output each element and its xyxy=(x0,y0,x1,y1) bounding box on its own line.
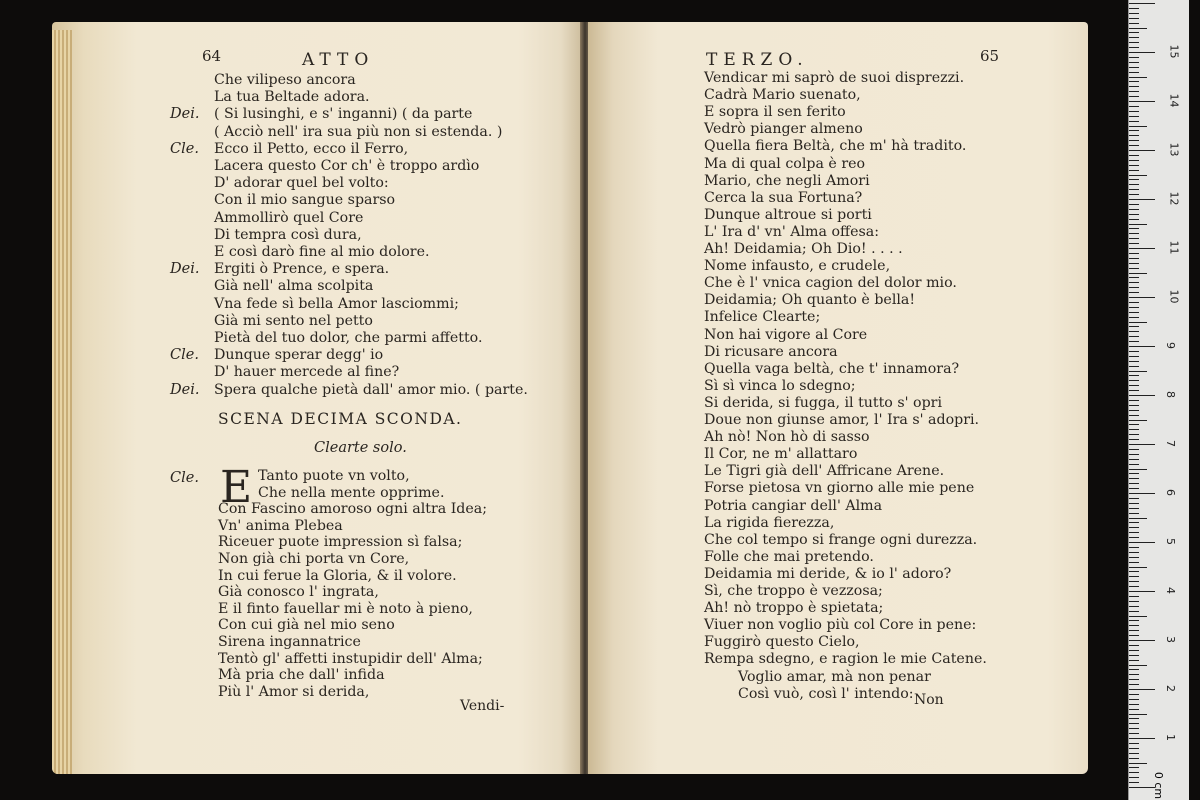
ruler-tick xyxy=(1129,478,1139,479)
ruler-tick xyxy=(1129,140,1139,141)
verse-line: Dunque sperar degg' io xyxy=(214,347,384,364)
ruler-tick xyxy=(1129,106,1139,107)
verse-line: Pietà del tuo dolor, che parmi affetto. xyxy=(214,330,483,346)
ruler-label: 12 xyxy=(1167,191,1181,206)
verse-line: Potria cangiar dell' Alma xyxy=(704,497,883,514)
ruler-tick xyxy=(1129,562,1139,563)
ruler-tick xyxy=(1129,714,1147,715)
ruler-label: 13 xyxy=(1167,142,1181,157)
ruler-tick xyxy=(1129,772,1139,773)
ruler-label: 1 xyxy=(1164,734,1177,741)
ruler-tick xyxy=(1129,150,1155,151)
ruler-tick xyxy=(1129,469,1147,470)
verse-line: Che nella mente opprime. xyxy=(258,484,445,501)
ruler-tick xyxy=(1129,483,1139,484)
ruler-tick xyxy=(1129,121,1139,122)
scene-title: SCENA DECIMA SCONDA. xyxy=(218,410,463,428)
verse-line: Ah nò! Non hò di sasso xyxy=(704,429,870,446)
verse-line: Con cui già nel mio seno xyxy=(218,617,395,634)
ruler-tick xyxy=(1129,23,1139,24)
ruler-tick xyxy=(1129,18,1139,19)
ruler-tick xyxy=(1129,709,1139,710)
ruler-tick xyxy=(1129,204,1139,205)
ruler-tick xyxy=(1129,640,1155,641)
ruler-tick xyxy=(1129,733,1139,734)
ruler-tick xyxy=(1129,650,1139,651)
scene-subtitle: Clearte solo. xyxy=(314,440,407,456)
verse-line: Il Cor, ne m' allattaro xyxy=(704,446,858,463)
ruler-tick xyxy=(1129,508,1139,509)
verse-line: Dunque altroue si porti xyxy=(704,206,872,223)
ruler-tick xyxy=(1129,263,1139,264)
ruler-tick xyxy=(1129,498,1139,499)
verse-line: Tanto puote vn volto, xyxy=(258,468,410,484)
ruler-tick xyxy=(1129,307,1139,308)
ruler-tick xyxy=(1129,371,1147,372)
ruler-tick xyxy=(1129,758,1139,759)
ruler-tick xyxy=(1129,312,1139,313)
verse-line: Ecco il Petto, ecco il Ferro, xyxy=(214,140,409,157)
speaker-label: Dei. xyxy=(170,106,200,123)
ruler-tick xyxy=(1129,704,1139,705)
speaker-label: Dei. xyxy=(170,381,200,398)
ruler-tick xyxy=(1129,96,1139,97)
ruler-tick xyxy=(1129,488,1139,489)
ruler-tick xyxy=(1129,356,1139,357)
ruler-tick xyxy=(1129,630,1139,631)
ruler-tick xyxy=(1129,645,1139,646)
verse-line: Mario, che negli Amori xyxy=(704,172,870,189)
ruler-tick xyxy=(1129,160,1139,161)
verse-line: E così darò fine al mio dolore. xyxy=(214,244,430,260)
ruler-tick xyxy=(1129,194,1139,195)
verse-line: Ah! nò troppo è spietata; xyxy=(704,600,884,617)
ruler-tick xyxy=(1129,326,1139,327)
ruler-tick xyxy=(1129,522,1139,523)
ruler-tick xyxy=(1129,366,1139,367)
ruler-label: 10 xyxy=(1167,289,1181,304)
ruler-tick xyxy=(1129,77,1147,78)
verse-line: Ergiti ò Prence, e spera. xyxy=(214,261,390,278)
ruler-tick xyxy=(1129,738,1155,739)
ruler-tick xyxy=(1129,429,1139,430)
ruler-tick xyxy=(1129,513,1139,514)
ruler-label: 3 xyxy=(1164,636,1177,643)
ruler-tick xyxy=(1129,473,1139,474)
verse-line: Ma di qual colpa è reo xyxy=(704,155,866,172)
ruler-tick xyxy=(1129,8,1139,9)
verse-line: Viuer non voglio più col Core in pene: xyxy=(704,617,977,634)
ruler-tick xyxy=(1129,47,1139,48)
ruler-tick xyxy=(1129,351,1139,352)
ruler-tick xyxy=(1129,753,1139,754)
ruler-tick xyxy=(1129,184,1139,185)
verse-line: Rempa sdegno, e ragion le mie Catene. xyxy=(704,651,987,668)
ruler-tick xyxy=(1129,170,1139,171)
ruler-tick xyxy=(1129,620,1139,621)
ruler-tick xyxy=(1129,767,1139,768)
ruler-tick xyxy=(1129,464,1139,465)
verse-line: Più l' Amor si derida, xyxy=(218,683,370,700)
ruler-tick xyxy=(1129,493,1155,494)
page-number: 64 xyxy=(202,47,222,65)
ruler-tick xyxy=(1129,567,1147,568)
open-book xyxy=(52,22,1092,780)
ruler-tick xyxy=(1129,67,1139,68)
ruler-tick xyxy=(1129,694,1139,695)
page-number: 65 xyxy=(980,47,1000,65)
ruler-tick xyxy=(1129,581,1139,582)
ruler-tick xyxy=(1129,155,1139,156)
left-page xyxy=(52,22,582,774)
ruler-tick xyxy=(1129,101,1155,102)
catchword: Vendi- xyxy=(460,698,505,714)
ruler-tick xyxy=(1129,268,1139,269)
ruler-tick xyxy=(1129,669,1139,670)
ruler-tick xyxy=(1129,449,1139,450)
ruler-tick xyxy=(1129,434,1139,435)
verse-line: Con Fascino amoroso ogni altra Idea; xyxy=(218,501,488,518)
ruler-tick xyxy=(1129,13,1139,14)
ruler-label: 15 xyxy=(1167,44,1181,59)
ruler-tick xyxy=(1129,72,1139,73)
verse-line: Mà pria che dall' infida xyxy=(218,667,385,684)
ruler-tick xyxy=(1129,52,1155,53)
ruler-tick xyxy=(1129,233,1139,234)
ruler-tick xyxy=(1129,405,1139,406)
ruler-tick xyxy=(1129,282,1139,283)
ruler-tick xyxy=(1129,601,1139,602)
ruler-label: 5 xyxy=(1164,538,1177,545)
ruler-tick xyxy=(1129,410,1139,411)
ruler-tick xyxy=(1129,224,1147,225)
ruler-tick xyxy=(1129,424,1139,425)
ruler-label: 14 xyxy=(1167,93,1181,108)
ruler-tick xyxy=(1129,277,1139,278)
ruler-label: 4 xyxy=(1164,587,1177,594)
verse-line: Quella fiera Beltà, che m' hà tradito. xyxy=(704,138,967,155)
measurement-ruler xyxy=(1128,0,1189,800)
ruler-tick xyxy=(1129,787,1155,788)
ruler-tick xyxy=(1129,439,1139,440)
verse-line: La tua Beltade adora. xyxy=(214,89,370,106)
ruler-tick xyxy=(1129,748,1139,749)
verse-line: Sirena ingannatrice xyxy=(218,634,361,650)
ruler-tick xyxy=(1129,297,1155,298)
ruler-tick xyxy=(1129,385,1139,386)
ruler-tick xyxy=(1129,165,1139,166)
verse-line: E il finto fauellar mi è noto à pieno, xyxy=(218,600,473,617)
verse-line: Forse pietosa vn giorno alle mie pene xyxy=(704,480,975,497)
verse-line: Quella vaga beltà, che t' innamora? xyxy=(704,360,960,377)
ruler-tick xyxy=(1129,532,1139,533)
ruler-tick xyxy=(1129,361,1139,362)
verse-line: Tentò gl' affetti instupidir dell' Alma; xyxy=(218,650,483,667)
ruler-tick xyxy=(1129,331,1139,332)
ruler-tick xyxy=(1129,145,1139,146)
drop-cap: E xyxy=(220,462,253,513)
verse-line: D' adorar quel bel volto: xyxy=(214,175,389,192)
ruler-tick xyxy=(1129,527,1139,528)
ruler-tick xyxy=(1129,28,1147,29)
verse-line: Che vilipeso ancora xyxy=(214,72,356,88)
ruler-tick xyxy=(1129,209,1139,210)
ruler-tick xyxy=(1129,689,1155,690)
ruler-tick xyxy=(1129,292,1139,293)
ruler-tick xyxy=(1129,576,1139,577)
verse-line: Non già chi porta vn Core, xyxy=(218,551,410,567)
ruler-tick xyxy=(1129,611,1139,612)
ruler-tick xyxy=(1129,32,1139,33)
running-head: TERZO. xyxy=(706,50,809,70)
verse-line: Folle che mai pretendo. xyxy=(704,548,874,565)
ruler-tick xyxy=(1129,86,1139,87)
verse-line: Ammollirò quel Core xyxy=(214,209,364,226)
ruler-tick xyxy=(1129,571,1139,572)
ruler-tick xyxy=(1129,420,1147,421)
ruler-label: 6 xyxy=(1164,489,1177,496)
verse-line: Riceuer puote impression sì falsa; xyxy=(218,534,463,551)
ruler-tick xyxy=(1129,655,1139,656)
ruler-tick xyxy=(1129,57,1139,58)
ruler-tick xyxy=(1129,81,1139,82)
verse-line: Voglio amar, mà non penar xyxy=(738,668,931,685)
verse-line: Non hai vigore al Core xyxy=(704,326,868,343)
ruler-tick xyxy=(1129,273,1147,274)
verse-line: La rigida fierezza, xyxy=(704,514,835,531)
verse-line: Sì sì vinca lo sdegno; xyxy=(704,377,856,394)
ruler-tick xyxy=(1129,135,1139,136)
ruler-tick xyxy=(1129,459,1139,460)
ruler-tick xyxy=(1129,763,1147,764)
verse-line: Sì, che troppo è vezzosa; xyxy=(704,583,883,599)
verse-line: Vendicar mi saprò de suoi disprezzi. xyxy=(704,70,965,86)
ruler-tick xyxy=(1129,287,1139,288)
verse-line: Già nell' alma scolpita xyxy=(214,278,374,295)
ruler-tick xyxy=(1129,444,1155,445)
ruler-tick xyxy=(1129,111,1139,112)
ruler-tick xyxy=(1129,518,1147,519)
ruler-tick xyxy=(1129,219,1139,220)
ruler-tick xyxy=(1129,665,1147,666)
verse-line: Vedrò pianger almeno xyxy=(704,121,863,138)
ruler-tick xyxy=(1129,782,1139,783)
ruler-tick xyxy=(1129,248,1155,249)
verse-line: D' hauer mercede al fine? xyxy=(214,364,400,381)
speaker-label: Cle. xyxy=(170,470,199,486)
ruler-tick xyxy=(1129,503,1139,504)
verse-line: Con il mio sangue sparso xyxy=(214,192,396,209)
ruler-tick xyxy=(1129,126,1147,127)
ruler-tick xyxy=(1129,130,1139,131)
verse-line: Deidamia mi deride, & io l' adoro? xyxy=(704,565,952,582)
verse-line: Cerca la sua Fortuna? xyxy=(704,189,863,206)
speaker-label: Cle. xyxy=(170,347,199,364)
ruler-tick xyxy=(1129,214,1139,215)
ruler-tick xyxy=(1129,699,1139,700)
verse-line: Lacera questo Cor ch' è troppo ardìo xyxy=(214,158,480,174)
ruler-tick xyxy=(1129,552,1139,553)
ruler-tick xyxy=(1129,660,1139,661)
verse-line: Di ricusare ancora xyxy=(704,343,838,360)
verse-line: Così vuò, così l' intendo: xyxy=(738,685,914,702)
ruler-tick xyxy=(1129,591,1155,592)
ruler-tick xyxy=(1129,395,1155,396)
ruler-tick xyxy=(1129,718,1139,719)
ruler-tick xyxy=(1129,415,1139,416)
speaker-label: Dei. xyxy=(170,261,200,278)
catchword: Non xyxy=(914,692,944,708)
ruler-tick xyxy=(1129,175,1147,176)
ruler-tick xyxy=(1129,346,1155,347)
ruler-tick xyxy=(1129,616,1147,617)
ruler-tick xyxy=(1129,635,1139,636)
verse-line: Che col tempo si frange ogni durezza. xyxy=(704,531,978,548)
ruler-tick xyxy=(1129,189,1139,190)
ruler-tick xyxy=(1129,253,1139,254)
ruler-tick xyxy=(1129,375,1139,376)
verse-line: Fuggirò questo Cielo, xyxy=(704,634,860,651)
ruler-tick xyxy=(1129,547,1139,548)
ruler-tick xyxy=(1129,37,1139,38)
ruler-tick xyxy=(1129,596,1139,597)
ruler-tick xyxy=(1129,625,1139,626)
ruler-tick xyxy=(1129,116,1139,117)
verse-line: Le Tigri già dell' Affricane Arene. xyxy=(704,463,945,480)
ruler-tick xyxy=(1129,728,1139,729)
ruler-tick xyxy=(1129,317,1139,318)
ruler-label: 9 xyxy=(1164,342,1177,349)
verse-line: Ah! Deidamia; Oh Dio! . . . . xyxy=(704,241,903,257)
ruler-unit: 0 cm xyxy=(1152,771,1166,800)
ruler-tick xyxy=(1129,542,1155,543)
ruler-tick xyxy=(1129,238,1139,239)
verse-line: E sopra il sen ferito xyxy=(704,104,846,121)
ruler-label: 7 xyxy=(1164,440,1177,447)
ruler-tick xyxy=(1129,91,1139,92)
ruler-tick xyxy=(1129,723,1139,724)
verse-line: Spera qualche pietà dall' amor mio. ( parte. xyxy=(214,381,528,398)
ruler-tick xyxy=(1129,341,1139,342)
ruler-tick xyxy=(1129,586,1139,587)
verse-line: Doue non giunse amor, l' Ira s' adopri. xyxy=(704,412,980,428)
verse-line: ( Si lusinghi, e s' inganni) ( da parte xyxy=(214,106,473,123)
ruler-tick xyxy=(1129,228,1139,229)
verse-line: Deidamia; Oh quanto è bella! xyxy=(704,292,916,309)
verse-line: Vn' anima Plebea xyxy=(218,517,343,534)
ruler-tick xyxy=(1129,606,1139,607)
ruler-tick xyxy=(1129,557,1139,558)
verse-line: Infelice Clearte; xyxy=(704,309,821,326)
ruler-tick xyxy=(1129,743,1139,744)
ruler-tick xyxy=(1129,302,1139,303)
verse-line: ( Acciò nell' ira sua più non si estenda. ) xyxy=(214,123,503,140)
ruler-tick xyxy=(1129,674,1139,675)
ruler-tick xyxy=(1129,684,1139,685)
ruler-tick xyxy=(1129,42,1139,43)
ruler-tick xyxy=(1129,62,1139,63)
ruler-tick xyxy=(1129,390,1139,391)
verse-line: Già conosco l' ingrata, xyxy=(218,584,379,601)
verse-line: In cui ferue la Gloria, & il volore. xyxy=(218,567,457,584)
ruler-tick xyxy=(1129,258,1139,259)
ruler-tick xyxy=(1129,179,1139,180)
ruler-tick xyxy=(1129,454,1139,455)
ruler-tick xyxy=(1129,380,1139,381)
ruler-tick xyxy=(1129,537,1139,538)
ruler-tick xyxy=(1129,679,1139,680)
ruler-tick xyxy=(1129,199,1155,200)
ruler-tick xyxy=(1129,322,1147,323)
verse-line: Nome infausto, e crudele, xyxy=(704,258,891,275)
running-head: ATTO xyxy=(302,50,375,70)
ruler-label: 8 xyxy=(1164,391,1177,398)
verse-line: Di tempra così dura, xyxy=(214,226,362,243)
page-edges xyxy=(52,30,72,774)
right-page xyxy=(588,22,1088,774)
verse-line: Vna fede sì bella Amor lasciommi; xyxy=(214,295,459,312)
verse-line: Si derida, si fugga, il tutto s' opri xyxy=(704,394,942,411)
ruler-label: 2 xyxy=(1164,685,1177,692)
speaker-label: Cle. xyxy=(170,140,199,157)
ruler-tick xyxy=(1129,336,1139,337)
ruler-tick xyxy=(1129,3,1155,4)
ruler-tick xyxy=(1129,400,1139,401)
ruler-tick xyxy=(1129,777,1139,778)
verse-line: Cadrà Mario suenato, xyxy=(704,87,861,104)
ruler-tick xyxy=(1129,243,1139,244)
ruler-label: 11 xyxy=(1167,240,1181,255)
verse-line: Già mi sento nel petto xyxy=(214,312,373,329)
verse-line: Che è l' vnica cagion del dolor mio. xyxy=(704,275,957,292)
verse-line: L' Ira d' vn' Alma offesa: xyxy=(704,223,879,240)
